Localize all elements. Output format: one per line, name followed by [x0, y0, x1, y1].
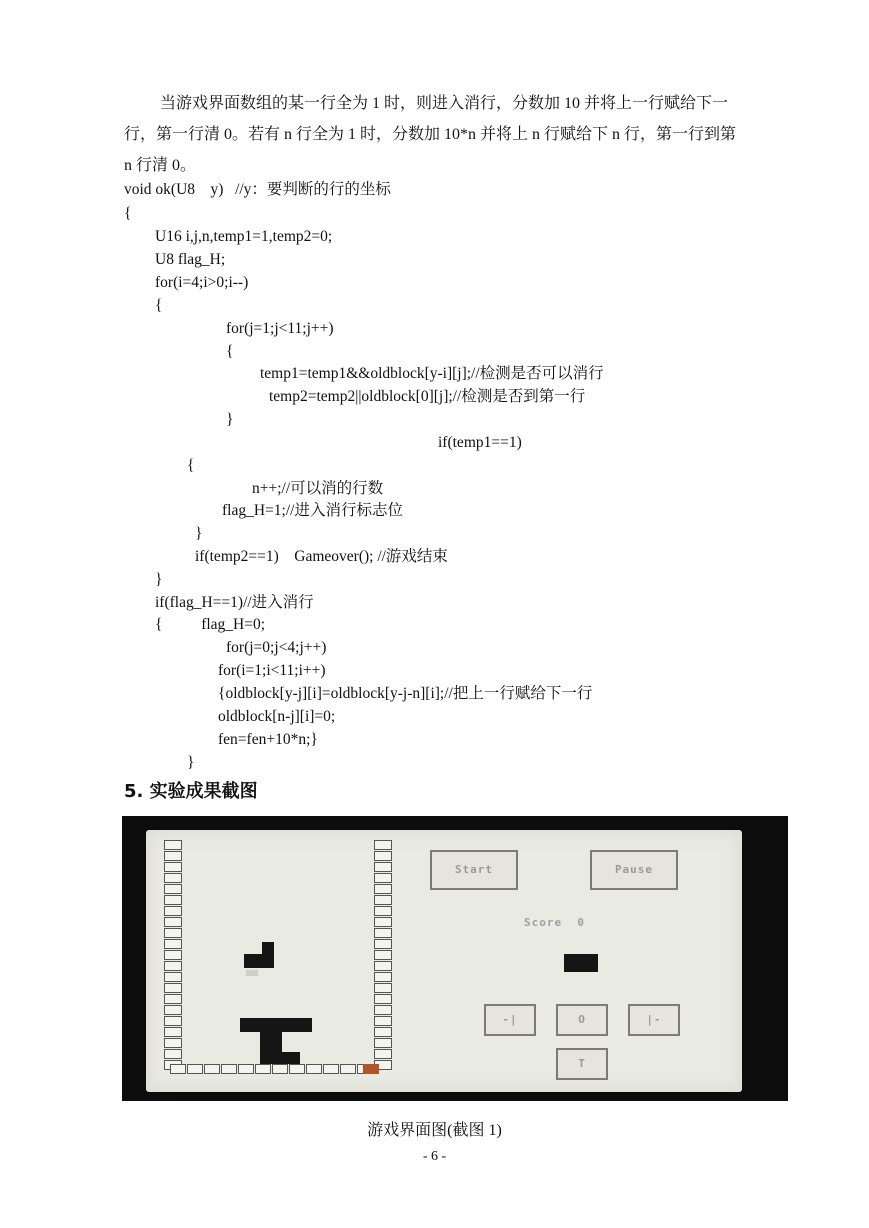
game-screenshot — [122, 816, 788, 1101]
code-line: { — [226, 343, 234, 360]
page-number: - 6 - — [422, 1149, 447, 1164]
code-line: for(j=1;j<11;j++) — [226, 320, 334, 337]
score-value: 0 — [577, 916, 585, 929]
score-label: Score — [524, 916, 563, 929]
code-line: } — [187, 754, 195, 771]
orange-block — [363, 1064, 379, 1074]
code-line: n++;//可以消的行数 — [252, 480, 384, 497]
code-line: for(i=1;i<11;i++) — [218, 662, 326, 679]
code-line: } — [226, 411, 234, 428]
code-line: if(temp2==1) Gameover(); //游戏结束 — [195, 548, 448, 565]
move-left-button[interactable]: -| — [484, 1004, 536, 1036]
code-line: { flag_H=0; — [155, 616, 266, 633]
paragraph-line-2: 行，第一行清 0。若有 n 行全为 1 时，分数加 10*n 并将上 n 行赋给下 n 行，第一行到第 — [124, 126, 737, 143]
code-line: { — [124, 205, 132, 222]
code-line: U8 flag_H; — [155, 251, 226, 268]
stacked-piece — [260, 1052, 300, 1064]
code-line: { — [187, 457, 195, 474]
code-line: oldblock[n-j][i]=0; — [218, 708, 336, 725]
pause-button[interactable]: Pause — [590, 850, 678, 890]
paragraph-line-3: n 行清 0。 — [124, 157, 197, 174]
code-line: { — [155, 297, 163, 314]
code-line: for(i=4;i>0;i--) — [155, 274, 249, 291]
lcd-screen — [146, 830, 742, 1092]
section-heading: 5. 实验成果截图 — [124, 781, 258, 802]
code-line: if(temp1==1) — [438, 434, 522, 451]
figure-caption: 游戏界面图(截图 1) — [367, 1122, 502, 1139]
move-right-button[interactable]: |- — [628, 1004, 680, 1036]
body-paragraph — [124, 88, 790, 119]
body-paragraph-cont — [124, 119, 790, 150]
next-piece-preview — [564, 954, 598, 972]
paragraph-line-1: 当游戏界面数组的某一行全为 1 时，则进入消行，分数加 10 并将上一行赋给下一 — [160, 95, 729, 112]
code-line: for(j=0;j<4;j++) — [226, 639, 327, 656]
code-line: temp2=temp2||oldblock[0][j];//检测是否到第一行 — [269, 388, 586, 405]
code-line: fen=fen+10*n;} — [218, 731, 318, 748]
left-wall — [164, 840, 182, 1071]
code-line: flag_H=1;//进入消行标志位 — [222, 502, 403, 519]
piece-shadow — [246, 970, 258, 976]
body-paragraph-cont-2 — [124, 150, 790, 181]
code-line: temp1=temp1&&oldblock[y-i][j];//检测是否可以消行 — [260, 365, 604, 382]
start-button[interactable]: Start — [430, 850, 518, 890]
code-line: if(flag_H==1)//进入消行 — [155, 594, 314, 611]
score-display — [524, 916, 585, 929]
code-line: void ok(U8 y) //y：要判断的行的坐标 — [124, 181, 391, 198]
drop-button[interactable]: T — [556, 1048, 608, 1080]
falling-piece — [244, 954, 274, 968]
code-line: U16 i,j,n,temp1=1,temp2=0; — [155, 228, 333, 245]
code-line: } — [155, 571, 163, 588]
game-floor — [170, 1064, 374, 1074]
right-wall — [374, 840, 392, 1071]
code-line: {oldblock[y-j][i]=oldblock[y-j-n][i];//把上一行赋给下一行 — [218, 685, 593, 702]
code-line: } — [195, 525, 203, 542]
rotate-button[interactable]: O — [556, 1004, 608, 1036]
